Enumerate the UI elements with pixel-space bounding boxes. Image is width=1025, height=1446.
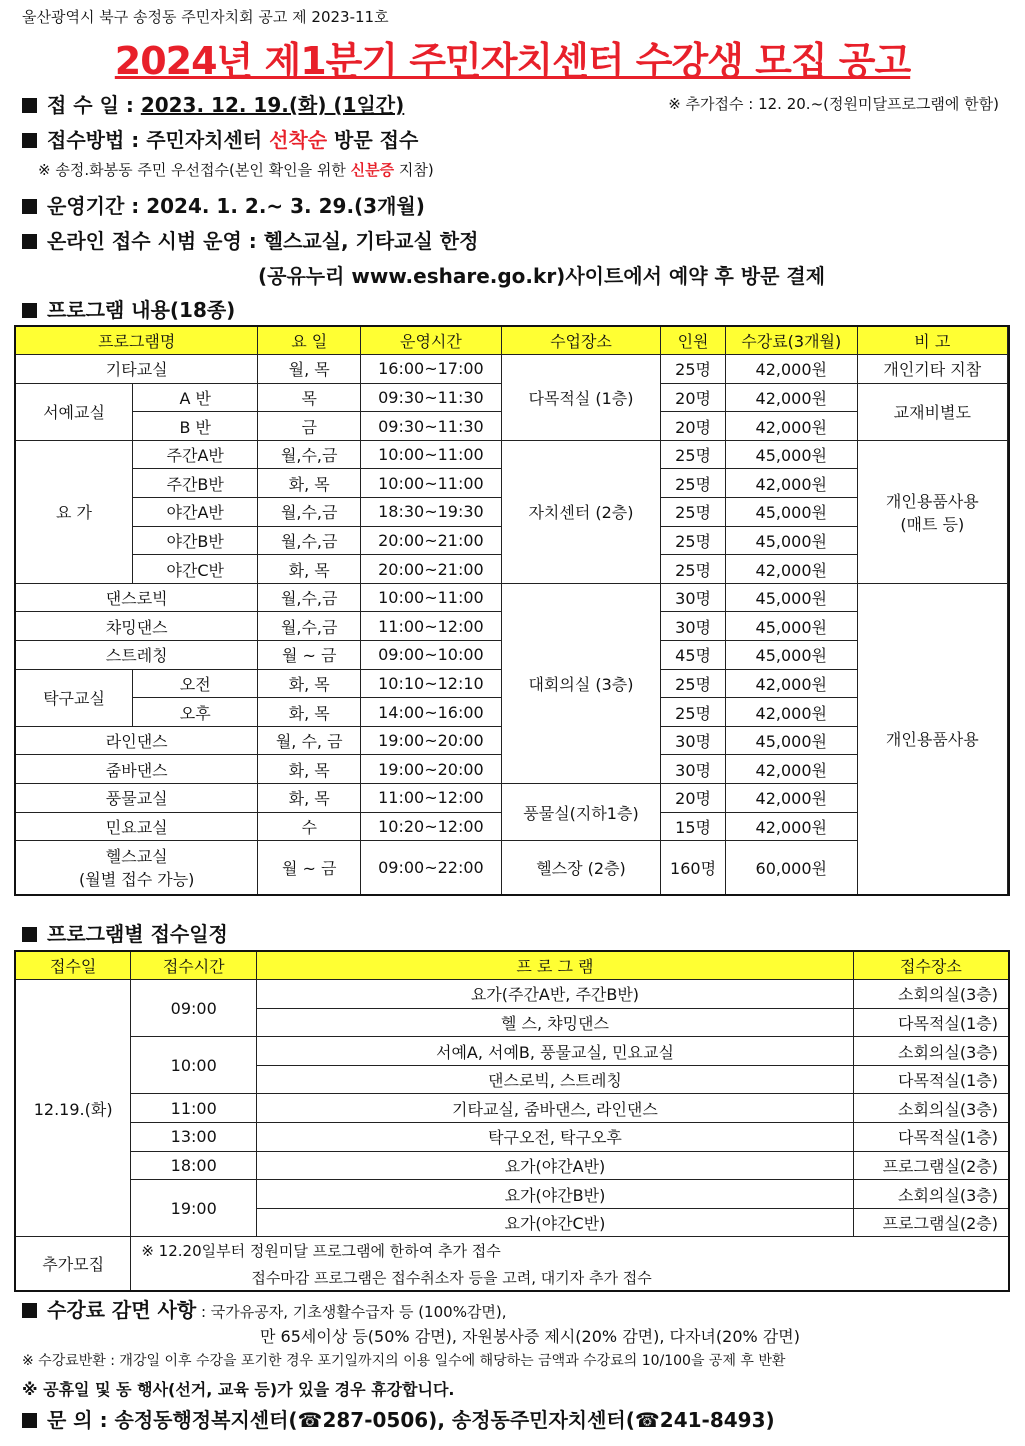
id-card-highlight: 신분증	[350, 161, 395, 179]
priority-note: ※ 송정.화봉동 주민 우선접수(본인 확인을 위한 신분증 지참)	[38, 161, 434, 179]
square-bullet-icon	[22, 927, 37, 942]
table-row: 18:00 요가(야간A반) 프로그램실(2층)	[15, 1151, 1009, 1180]
table-row: 헬스교실 (월별 접수 가능) 월 ~ 금 09:00~22:00 헬스장 (2층) 160명 60,000원	[15, 841, 1009, 895]
reception-date-line: 접 수 일 : 2023. 12. 19.(화) (1일간)	[22, 89, 404, 118]
table-row: 오후 화, 목 14:00~16:00 25명 42,000원	[15, 698, 1009, 727]
table-row: 추가모집 ※ 12.20일부터 정원미달 프로그램에 한하여 추가 접수 접수마감 프로그램은 접수취소자 등을 고려, 대기자 추가 접수	[15, 1237, 1009, 1291]
table-row: 10:00 서예A, 서예B, 풍물교실, 민요교실 소회의실(3층)	[15, 1037, 1009, 1066]
table-row: 줌바댄스 화, 목 19:00~20:00 30명 42,000원	[15, 755, 1009, 784]
reception-method-line: 접수방법 : 주민자치센터 선착순 방문 접수	[22, 124, 418, 153]
schedule-table-header: 접수일 접수시간 프 로 그 램 접수장소	[15, 951, 1009, 980]
table-row: 스트레칭 월 ~ 금 09:00~10:00 45명 45,000원	[15, 641, 1009, 670]
table-row: 댄스로빅, 스트레칭 다목적실(1층)	[15, 1065, 1009, 1094]
online-reception-detail: (공유누리 www.eshare.go.kr)사이트에서 예약 후 방문 결제	[258, 264, 826, 288]
operation-period-line: 운영기간 : 2024. 1. 2.~ 3. 29.(3개월)	[22, 190, 425, 219]
table-row: 서예교실 A 반 목 09:30~11:30 20명 42,000원 교재비별도	[15, 383, 1009, 412]
discount-line: 수강료 감면 사항 : 국가유공자, 기초생활수급자 등 (100%감면),	[22, 1294, 507, 1323]
square-bullet-icon	[22, 199, 37, 214]
table-row: 챠밍댄스 월,수,금 11:00~12:00 30명 45,000원	[15, 612, 1009, 641]
extra-reception-note: ※ 추가접수 : 12. 20.~(정원미달프로그램에 한함)	[668, 95, 999, 113]
square-bullet-icon	[22, 1413, 37, 1428]
table-row: 탁구교실 오전 화, 목 10:10~12:10 25명 42,000원	[15, 669, 1009, 698]
program-table	[14, 325, 1010, 896]
schedule-table	[14, 950, 1010, 1292]
table-row: 19:00 요가(야간B반) 소회의실(3층)	[15, 1180, 1009, 1209]
table-row: 라인댄스 월, 수, 금 19:00~20:00 30명 45,000원	[15, 726, 1009, 755]
reception-date: 2023. 12. 19.(화) (1일간)	[140, 93, 405, 117]
table-row: 헬 스, 챠밍댄스 다목적실(1층)	[15, 1008, 1009, 1037]
square-bullet-icon	[22, 133, 37, 148]
program-heading: 프로그램 내용(18종)	[22, 294, 235, 323]
table-row: 기타교실 월, 목 16:00~17:00 다목적실 (1층) 25명 42,000원 개인기타 지참	[15, 355, 1009, 384]
schedule-heading: 프로그램별 접수일정	[22, 918, 228, 947]
refund-note: ※ 수강료반환 : 개강일 이후 수강을 포기한 경우 포기일까지의 이용 일수에 해당하는 금액과 수강료의 10/100을 공제 후 반환	[22, 1353, 786, 1369]
square-bullet-icon	[22, 98, 37, 113]
table-row: 야간B반 월,수,금 20:00~21:00 25명 45,000원	[15, 526, 1009, 555]
table-row: 12.19.(화) 09:00 요가(주간A반, 주간B반) 소회의실(3층)	[15, 980, 1009, 1009]
discount-detail: 만 65세이상 등(50% 감면), 자원봉사증 제시(20% 감면), 다자녀(20% 감면)	[260, 1327, 800, 1346]
page-title: 2024년 제1분기 주민자치센터 수강생 모집 공고	[114, 39, 911, 83]
contact-line: 문 의 : 송정동행정복지센터(☎287-0506), 송정동주민자치센터(☎241-8493)	[22, 1404, 775, 1433]
table-row: 야간C반 화, 목 20:00~21:00 25명 42,000원	[15, 555, 1009, 584]
table-row: 11:00 기타교실, 줌바댄스, 라인댄스 소회의실(3층)	[15, 1094, 1009, 1123]
square-bullet-icon	[22, 234, 37, 249]
online-reception-line: 온라인 접수 시범 운영 : 헬스교실, 기타교실 한정	[22, 225, 478, 254]
table-row: 요가(야간C반) 프로그램실(2층)	[15, 1208, 1009, 1237]
table-row: 민요교실 수 10:20~12:00 15명 42,000원	[15, 812, 1009, 841]
first-come-highlight: 선착순	[269, 128, 328, 152]
table-row: 댄스로빅 월,수,금 10:00~11:00 대회의실 (3층) 30명 45,000원 개인용품사용	[15, 583, 1009, 612]
table-row: 주간B반 화, 목 10:00~11:00 25명 42,000원	[15, 469, 1009, 498]
holiday-note: ※ 공휴일 및 동 행사(선거, 교육 등)가 있을 경우 휴강합니다.	[22, 1380, 455, 1399]
table-row: 13:00 탁구오전, 탁구오후 다목적실(1층)	[15, 1123, 1009, 1152]
program-table-header: 프로그램명 요 일 운영시간 수업장소 인원 수강료(3개월) 비 고	[15, 326, 1009, 355]
table-row: 요 가 주간A반 월,수,금 10:00~11:00 자치센터 (2층) 25명 45,000원 개인용품사용 (매트 등)	[15, 440, 1009, 469]
square-bullet-icon	[22, 303, 37, 318]
square-bullet-icon	[22, 1303, 37, 1318]
table-row: 야간A반 월,수,금 18:30~19:30 25명 45,000원	[15, 498, 1009, 527]
notice-number: 울산광역시 북구 송정동 주민자치회 공고 제 2023-11호	[22, 8, 389, 26]
table-row: 풍물교실 화, 목 11:00~12:00 풍물실(지하1층) 20명 42,000원	[15, 784, 1009, 813]
table-row: B 반 금 09:30~11:30 20명 42,000원	[15, 412, 1009, 441]
